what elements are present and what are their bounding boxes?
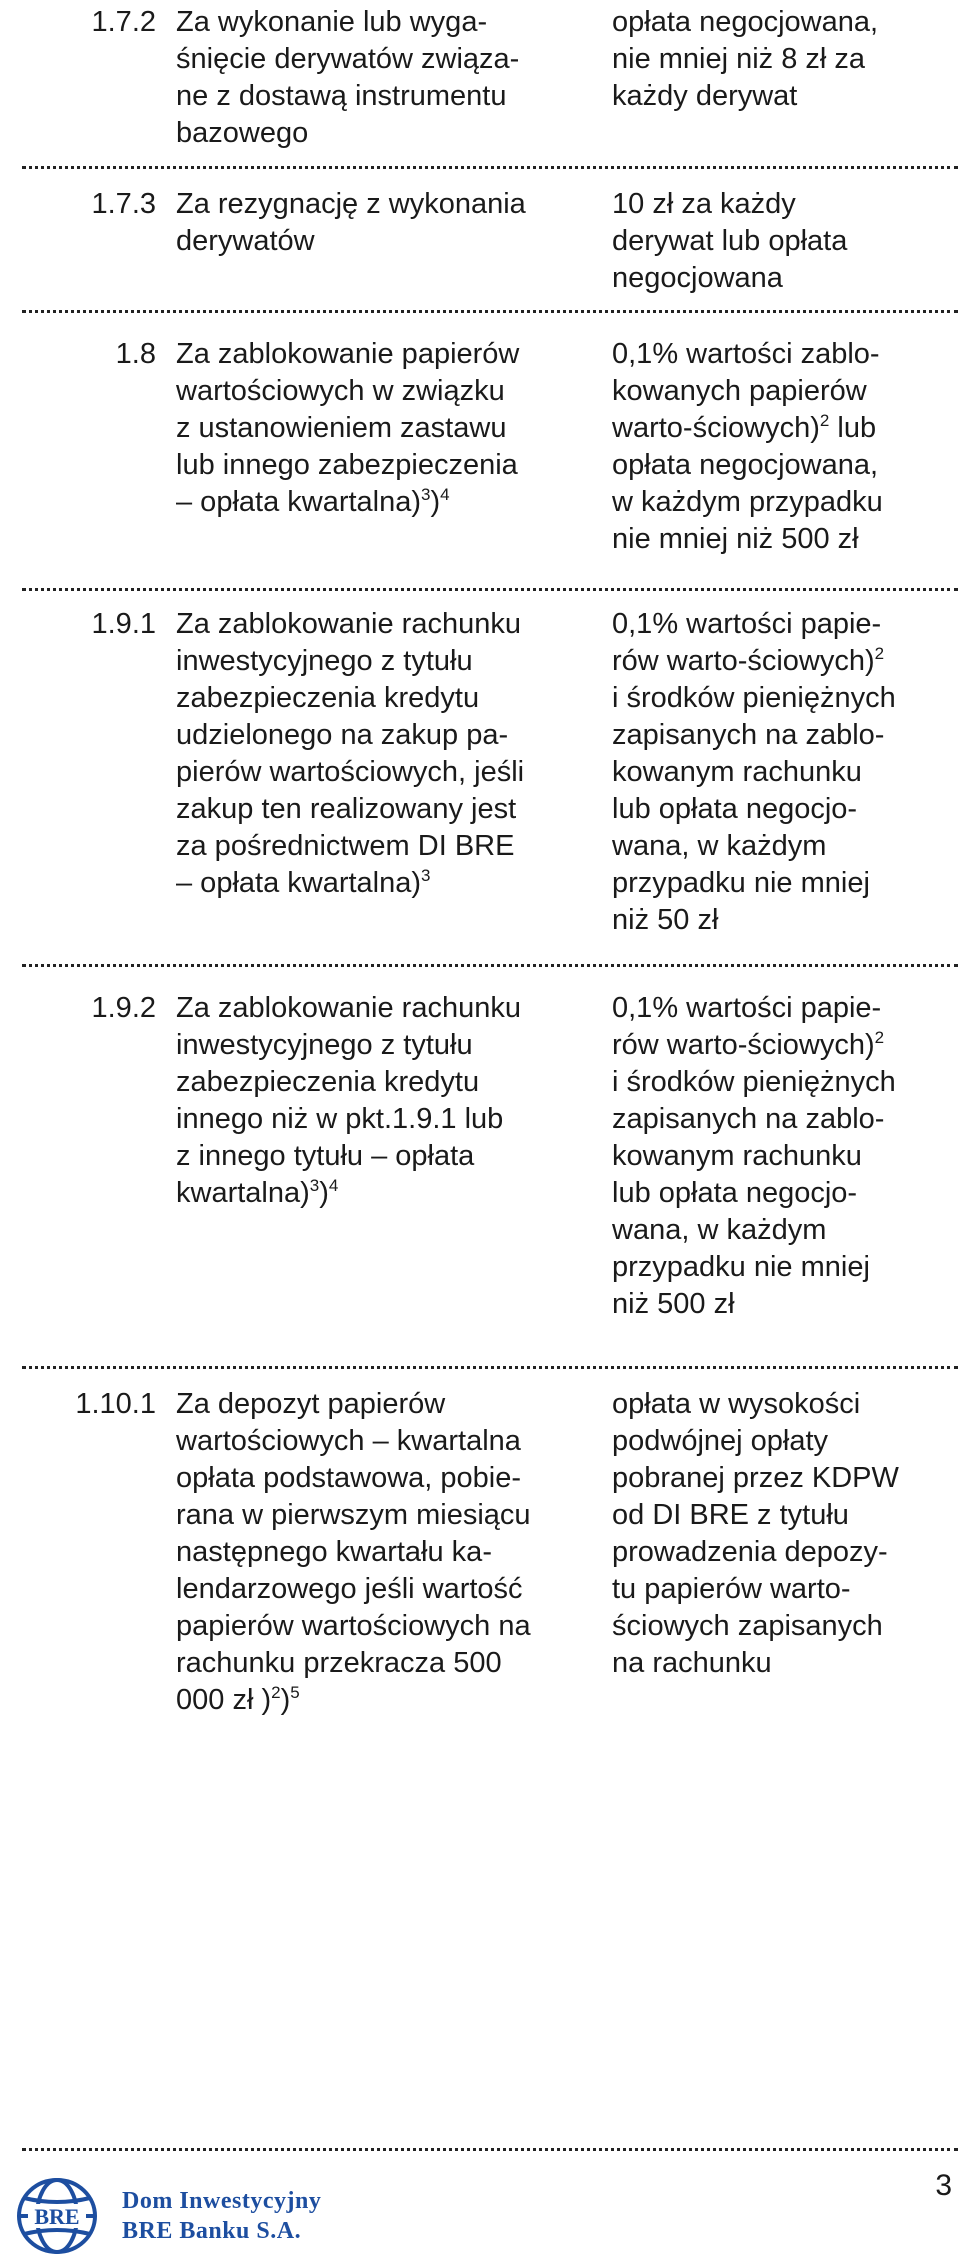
footnote-ref: 4	[440, 485, 450, 504]
logo-text: BRE	[34, 2204, 80, 2229]
footnote-ref: 2	[874, 644, 885, 663]
dotted-divider	[22, 1366, 958, 1369]
row-number: 1.7.3	[91, 188, 156, 220]
dotted-divider	[22, 964, 958, 967]
footnote-ref: 3	[421, 866, 431, 885]
dotted-divider	[22, 166, 958, 169]
footnote-ref: 5	[290, 1683, 300, 1702]
brand-name	[122, 2186, 321, 2246]
row-fee: opłata negocjowana, nie mniej niż 8 zł za każdy derywat	[612, 6, 879, 112]
row-description: Za depozyt papierów wartościowych – kwartalna opłata podstawowa, pobie- rana w pierwszym miesiącu następnego kwartału ka- lendarzowego jeśli wartość papierów wartościowych na rachunku przekracza 500 000 zł )$^2$)$^5$	[176, 1388, 531, 1716]
row-number: 1.9.2	[91, 992, 156, 1024]
footnote-ref: 4	[328, 1176, 339, 1195]
row-number: 1.9.1	[91, 608, 156, 640]
page-number: 3	[935, 2169, 952, 2202]
footnote-ref: 3	[309, 1176, 320, 1195]
brand-line-2: BRE Banku S.A.	[122, 2218, 302, 2244]
footnote-ref: 2	[819, 411, 830, 430]
bre-globe-logo-icon	[14, 2176, 100, 2256]
row-description: Za rezygnację z wykonania derywatów	[176, 188, 526, 257]
row-number: 1.7.2	[91, 6, 156, 38]
row-fee: 10 zł za każdy derywat lub opłata negocjowana	[612, 188, 848, 294]
footnote-ref: 2	[271, 1683, 281, 1702]
row-description: Za zablokowanie papierów wartościowych w związku z ustanowieniem zastawu lub innego zabezpieczenia – opłata kwartalna)$^3$)$^4$	[176, 338, 520, 518]
dotted-divider	[22, 588, 958, 591]
row-description: Za wykonanie lub wyga- śnięcie derywatów związa- ne z dostawą instrumentu bazowego	[176, 6, 520, 149]
row-fee: 0,1% wartości zablo- kowanych papierów warto-ściowych)$^2$ lub opłata negocjowana, w każdym przypadku nie mniej niż 500 zł	[612, 338, 883, 555]
footnote-ref: 2	[874, 1028, 885, 1047]
row-fee: opłata w wysokości podwójnej opłaty pobranej przez KDPW od DI BRE z tytułu prowadzenia depozy- tu papierów warto- ściowych zapisanych na rachunku	[612, 1388, 899, 1679]
brand-line-1: Dom Inwestycyjny	[122, 2188, 322, 2214]
row-number: 1.10.1	[75, 1388, 156, 1420]
footer-divider	[22, 2148, 958, 2151]
row-fee: 0,1% wartości papie- rów warto-ściowych)$^2$ i środków pieniężnych zapisanych na zablo- kowanym rachunku lub opłata negocjo- wana, w każdym przypadku nie mniej niż 50 zł	[612, 608, 896, 936]
row-number: 1.8	[115, 338, 156, 370]
row-fee: 0,1% wartości papie- rów warto-ściowych)$^2$ i środków pieniężnych zapisanych na zablo- kowanym rachunku lub opłata negocjo- wana, w każdym przypadku nie mniej niż 500 zł	[612, 992, 896, 1320]
row-description: Za zablokowanie rachunku inwestycyjnego z tytułu zabezpieczenia kredytu udzielonego na zakup pa- pierów wartościowych, jeśli zakup ten realizowany jest za pośrednictwem DI BRE – opłata kwartalna)$^3$	[176, 608, 525, 899]
dotted-divider	[22, 310, 958, 313]
footnote-ref: 3	[421, 485, 431, 504]
row-description: Za zablokowanie rachunku inwestycyjnego z tytułu zabezpieczenia kredytu innego niż w pkt.1.9.1 lub z innego tytułu – opłata kwartalna)$^3$)$^4$	[176, 992, 521, 1209]
